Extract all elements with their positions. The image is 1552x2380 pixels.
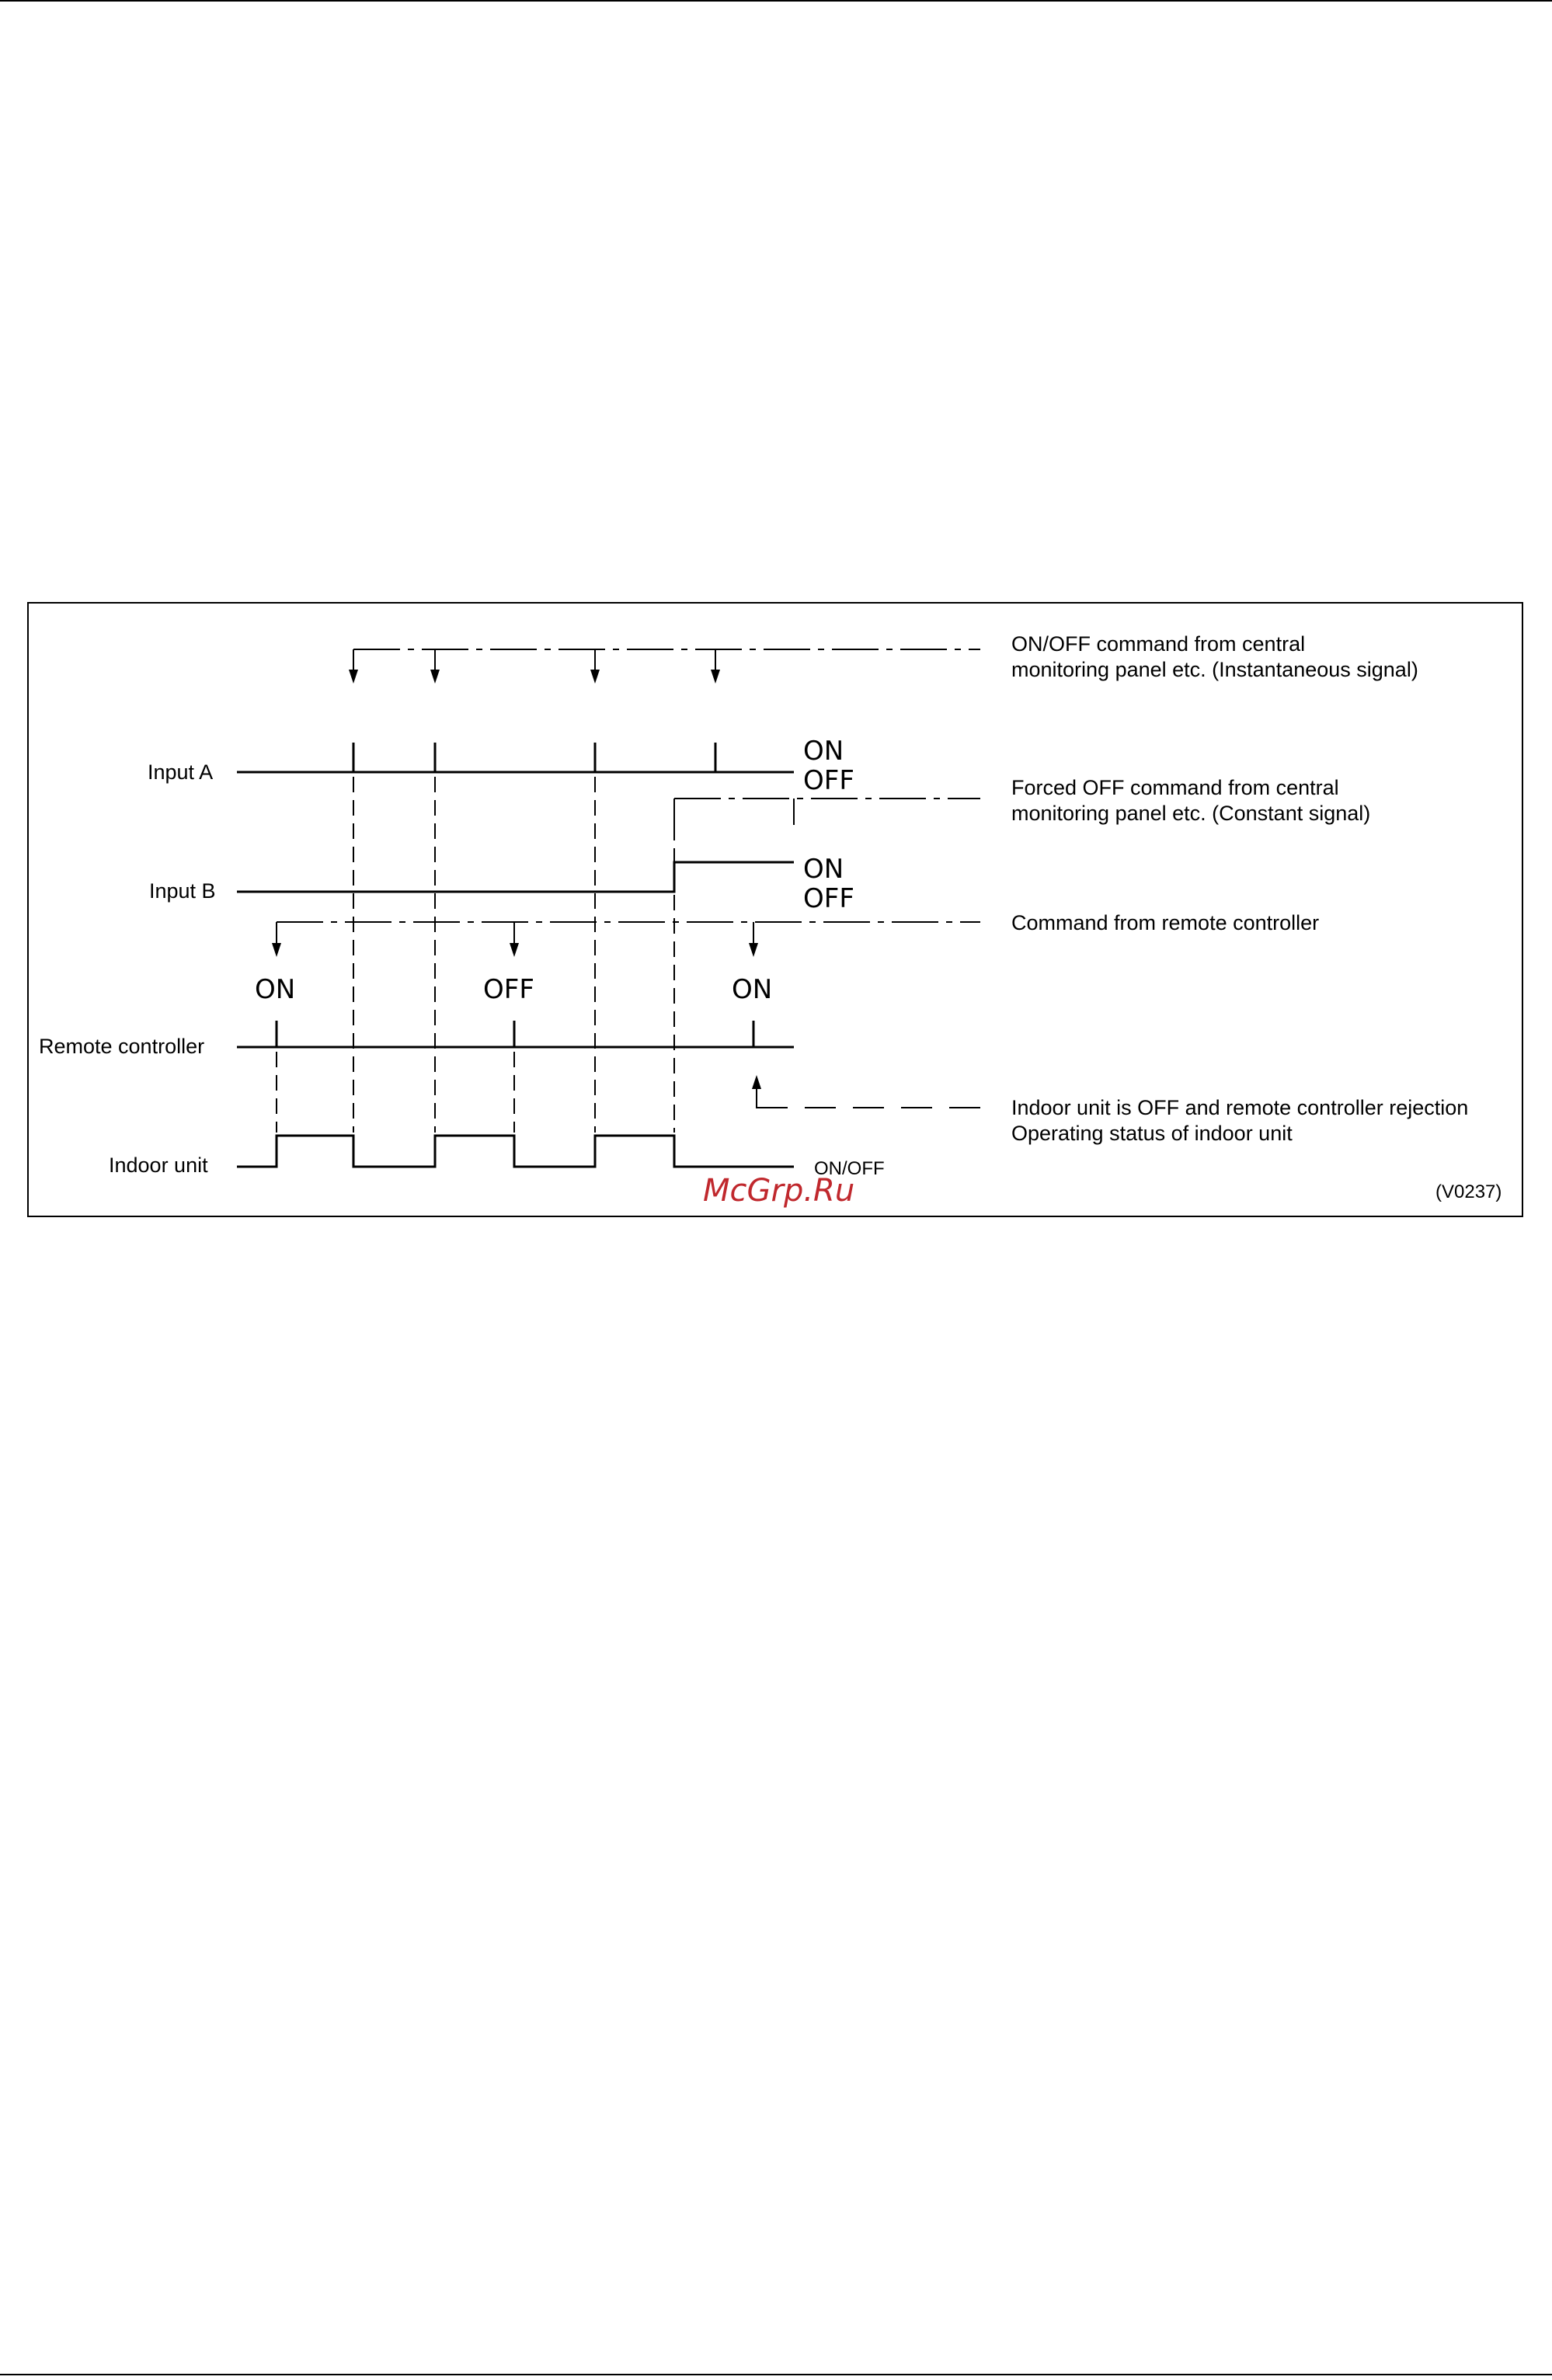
forced-off-label-1: Forced OFF command from central: [1011, 776, 1339, 799]
figure-id: (V0237): [1435, 1181, 1502, 1202]
remote-on-label-1: ON: [255, 974, 296, 1005]
indoor-onoff-label: ON/OFF: [814, 1158, 885, 1179]
remote-controller-waveform: [237, 1021, 794, 1047]
status-label: Operating status of indoor unit: [1011, 1122, 1293, 1145]
arrow-down-icon: [349, 670, 358, 684]
central-command-line: [353, 649, 980, 676]
arrow-down-icon: [749, 943, 758, 957]
input-b-label: Input B: [149, 879, 216, 903]
arrow-down-icon: [510, 943, 519, 957]
central-command-label-1: ON/OFF command from central: [1011, 632, 1306, 656]
remote-controller-label: Remote controller: [39, 1035, 205, 1058]
input-a-waveform: [237, 743, 794, 772]
remote-command-label: Command from remote controller: [1011, 911, 1320, 934]
input-a-on-label: ON: [803, 736, 844, 767]
input-b-waveform: [237, 862, 794, 892]
indoor-unit-waveform: [237, 1136, 794, 1167]
rejection-label: Indoor unit is OFF and remote controller rejection: [1011, 1096, 1469, 1119]
input-a-label: Input A: [148, 760, 214, 784]
input-a-off-label: OFF: [803, 765, 854, 796]
forced-off-command-line: [674, 799, 980, 825]
watermark-text: McGrp.Ru: [703, 1173, 855, 1209]
arrow-down-icon: [430, 670, 440, 684]
diagram-frame: [28, 603, 1522, 1216]
input-b-off-label: OFF: [803, 883, 854, 914]
indoor-unit-label: Indoor unit: [109, 1153, 208, 1177]
forced-off-label-2: monitoring panel etc. (Constant signal): [1011, 802, 1371, 825]
arrow-down-icon: [272, 943, 281, 957]
remote-command-line: [277, 922, 980, 949]
central-command-label-2: monitoring panel etc. (Instantaneous signal): [1011, 658, 1418, 681]
remote-on-label-2: ON: [732, 974, 773, 1005]
arrow-down-icon: [590, 670, 600, 684]
dashed-guide-lines: [277, 777, 674, 1133]
input-b-on-label: ON: [803, 854, 844, 885]
central-command-arrows: [349, 670, 720, 684]
rejection-leader-line: [757, 1087, 980, 1108]
arrow-down-icon: [711, 670, 720, 684]
arrow-up-icon: [752, 1075, 761, 1089]
remote-command-arrows: [272, 943, 758, 957]
remote-off-label: OFF: [483, 974, 534, 1005]
